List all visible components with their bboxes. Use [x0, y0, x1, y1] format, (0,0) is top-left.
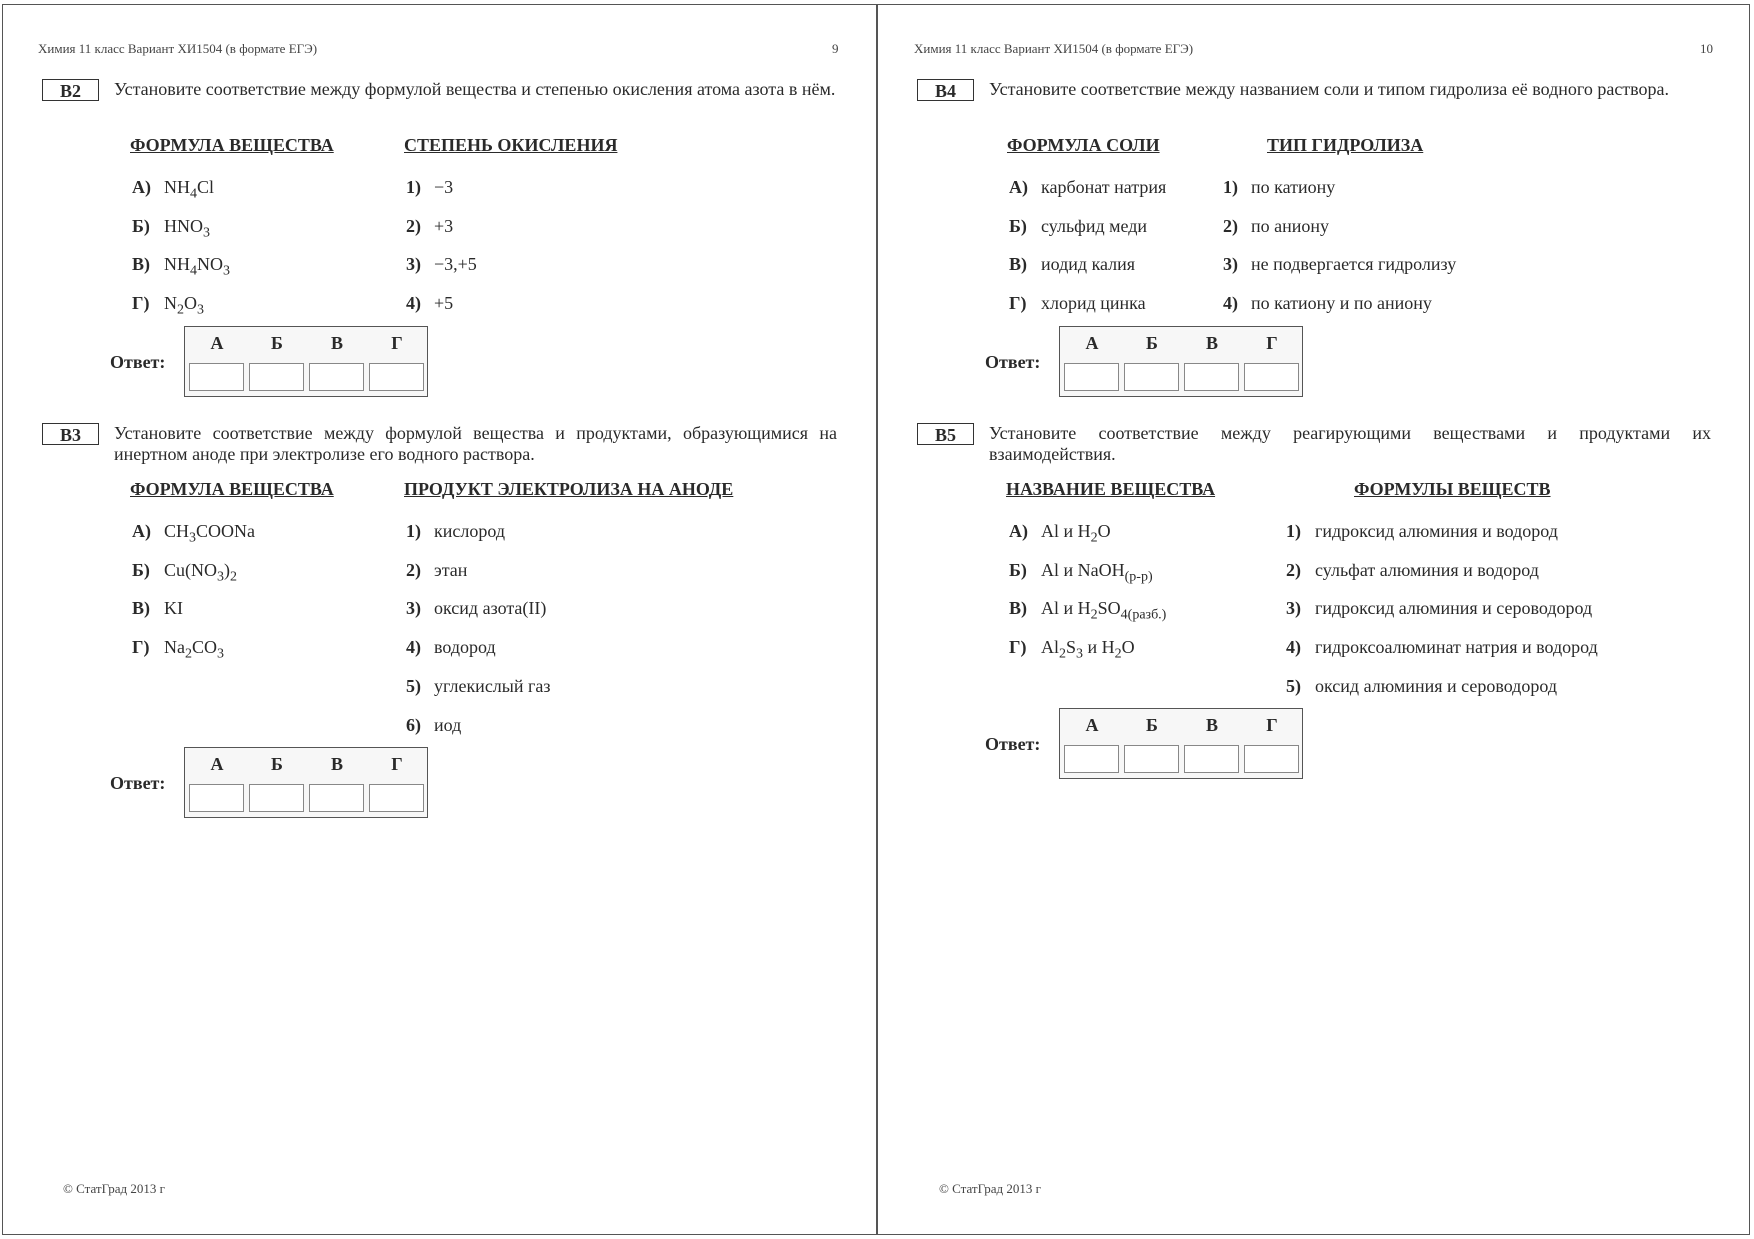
column-header-right: ПРОДУКТ ЭЛЕКТРОЛИЗА НА АНОДЕ	[404, 479, 734, 499]
answer-table	[1059, 708, 1303, 779]
option-label: 1)	[1286, 521, 1301, 541]
formula-text: NH	[164, 254, 190, 275]
option-formula	[164, 254, 230, 279]
formula-text: и H	[1083, 637, 1115, 658]
option-right-2	[406, 598, 546, 619]
answer-letter: Г	[1266, 333, 1278, 353]
option-formula	[164, 293, 204, 318]
option-right-5	[406, 715, 461, 736]
option-text: по катиону	[1251, 177, 1336, 197]
option-text: оксид азота(II)	[434, 598, 547, 619]
option-label: 3)	[1223, 254, 1238, 275]
answer-cell[interactable]	[189, 363, 244, 391]
answer-label: Ответ:	[110, 352, 166, 372]
task-code: В3	[42, 423, 99, 445]
option-label: 5)	[1286, 675, 1301, 696]
formula-text: COONa	[196, 521, 256, 541]
option-label: Б)	[1009, 559, 1027, 580]
option-text: гидроксоалюминат натрия и водород	[1315, 637, 1598, 658]
formula-subscript: 2	[185, 646, 192, 662]
option-label: 2)	[406, 215, 421, 236]
option-left-3	[132, 293, 204, 319]
answer-table	[184, 326, 428, 397]
formula-subscript: 2	[177, 302, 184, 318]
answer-cell[interactable]	[1064, 745, 1119, 773]
option-right-4	[406, 676, 551, 697]
option-formula	[164, 598, 183, 618]
answer-letter: Б	[1146, 715, 1158, 735]
option-right-2	[1286, 598, 1592, 619]
option-label: Б)	[1009, 215, 1027, 236]
option-label: Б)	[132, 215, 150, 236]
answer-letter: Б	[271, 333, 283, 353]
option-right-2	[1223, 254, 1456, 275]
option-right-3	[406, 637, 496, 658]
formula-text: Al и H	[1041, 598, 1091, 619]
option-text: −3	[434, 177, 454, 197]
formula-text: KI	[164, 598, 183, 619]
task-text: Установите соответствие между формулой вещества и степенью окисления атома азота в нём.	[114, 79, 836, 99]
formula-subscript: 3	[203, 225, 210, 241]
option-right-2	[406, 254, 477, 275]
option-left-1	[132, 560, 237, 586]
answer-letter: А	[1085, 333, 1099, 353]
answer-cell[interactable]	[249, 784, 304, 812]
option-label: Г)	[132, 637, 150, 658]
answer-cell[interactable]	[189, 784, 244, 812]
option-label: Г)	[1009, 293, 1027, 314]
formula-subscript: 4	[190, 186, 197, 202]
option-label: Г)	[1009, 637, 1027, 658]
option-label: В)	[1009, 254, 1027, 275]
option-right-3	[1286, 637, 1598, 658]
formula-subscript: (р-р)	[1124, 569, 1153, 585]
answer-cell[interactable]	[1064, 363, 1119, 391]
task-text: Установите соответствие между формулой вещества и продуктами, образующимися на инертном аноде при электролизе его водного раствора.	[114, 423, 837, 464]
formula-subscript: 4(разб.)	[1120, 607, 1167, 623]
option-left-0	[132, 521, 255, 547]
answer-cell[interactable]	[369, 784, 424, 812]
option-formula	[1041, 293, 1146, 313]
page-header: Химия 11 класс Вариант ХИ1504 (в формате ЕГЭ)	[914, 41, 1194, 56]
option-label: 3)	[1286, 598, 1301, 619]
answer-letter: Б	[1146, 333, 1158, 353]
formula-text: SO	[1097, 598, 1121, 619]
option-label: 3)	[406, 598, 421, 619]
option-text: гидроксид алюминия и водород	[1315, 521, 1558, 541]
option-right-1	[406, 216, 453, 237]
answer-letter: В	[1205, 333, 1218, 353]
option-formula	[1041, 559, 1153, 585]
option-text: +3	[434, 215, 454, 236]
option-formula	[164, 637, 225, 662]
option-formula	[1041, 637, 1135, 662]
option-label: 5)	[406, 675, 421, 696]
option-label: 3)	[406, 254, 421, 275]
formula-subscript: 2	[1059, 646, 1066, 662]
formula-text: сульфид меди	[1041, 215, 1148, 236]
option-left-0	[1009, 177, 1166, 198]
answer-letter: Г	[391, 754, 403, 774]
option-label: А)	[1009, 521, 1028, 541]
formula-text: O	[184, 293, 197, 314]
formula-text: Al	[1041, 637, 1059, 658]
option-formula	[164, 177, 215, 202]
option-formula	[1041, 177, 1166, 197]
option-right-4	[1286, 676, 1557, 697]
option-label: В)	[1009, 598, 1027, 619]
answer-label: Ответ:	[985, 352, 1041, 372]
option-label: 2)	[406, 559, 421, 580]
option-left-2	[1009, 598, 1166, 624]
column-header-left: ФОРМУЛА ВЕЩЕСТВА	[130, 479, 334, 499]
option-label: 4)	[406, 637, 421, 658]
option-text: кислород	[434, 521, 505, 541]
option-label: А)	[132, 177, 151, 197]
option-right-1	[1223, 216, 1329, 237]
formula-text: NH	[164, 177, 190, 197]
page-number: 9	[832, 41, 839, 56]
option-label: 1)	[406, 521, 421, 541]
formula-text: Al и NaOH	[1041, 559, 1125, 580]
option-text: этан	[434, 559, 468, 580]
formula-subscript: 3	[189, 530, 197, 546]
option-left-1	[1009, 560, 1153, 586]
formula-text: карбонат натрия	[1041, 177, 1167, 197]
formula-text: CH	[164, 521, 190, 541]
option-right-0	[406, 177, 453, 198]
option-left-3	[1009, 637, 1135, 663]
answer-cell[interactable]	[1184, 363, 1239, 391]
column-header-left: ФОРМУЛА ВЕЩЕСТВА	[130, 135, 334, 155]
formula-subscript: 3	[1076, 646, 1084, 662]
option-right-1	[406, 560, 467, 581]
option-right-1	[1286, 560, 1539, 581]
option-left-2	[1009, 254, 1135, 275]
option-formula	[1041, 598, 1167, 623]
formula-text: )	[224, 559, 230, 580]
option-text: −3,+5	[434, 254, 477, 275]
answer-letter: В	[1205, 715, 1218, 735]
column-header-right: СТЕПЕНЬ ОКИСЛЕНИЯ	[404, 135, 618, 155]
option-text: гидроксид алюминия и сероводород	[1315, 598, 1593, 619]
option-formula	[164, 215, 210, 241]
answer-cell[interactable]	[309, 363, 364, 391]
answer-cell[interactable]	[249, 363, 304, 391]
answer-letter: А	[210, 333, 224, 353]
column-header-left: НАЗВАНИЕ ВЕЩЕСТВА	[1006, 479, 1216, 499]
formula-text: иодид калия	[1041, 254, 1136, 275]
option-label: 4)	[1286, 637, 1301, 658]
answer-letter: А	[1085, 715, 1099, 735]
answer-cell[interactable]	[1184, 745, 1239, 773]
answer-cell[interactable]	[1124, 363, 1179, 391]
option-right-3	[1223, 293, 1432, 314]
page-number: 10	[1700, 41, 1713, 56]
option-label: А)	[1009, 177, 1028, 197]
answer-label: Ответ:	[110, 773, 166, 793]
formula-text: Al и H	[1041, 521, 1091, 541]
answer-cell[interactable]	[369, 363, 424, 391]
option-text: +5	[434, 293, 454, 314]
option-text: водород	[434, 637, 496, 658]
answer-letter: Г	[1266, 715, 1278, 735]
formula-text: HNO	[164, 215, 203, 236]
option-label: 4)	[1223, 293, 1238, 314]
formula-subscript: 2	[1090, 530, 1098, 546]
answer-table	[184, 747, 428, 818]
formula-subscript: 4	[190, 263, 197, 279]
formula-subscript: 3	[197, 302, 204, 318]
answer-table	[1059, 326, 1303, 397]
option-right-3	[406, 293, 453, 314]
right-page	[877, 4, 1750, 1235]
option-formula	[1041, 254, 1135, 274]
task-text: Установите соответствие между реагирующими веществами и продуктами их взаимодействия.	[989, 423, 1711, 464]
answer-letter: В	[330, 754, 343, 774]
option-left-1	[1009, 216, 1147, 237]
option-text: углекислый газ	[434, 675, 551, 696]
task-code: В2	[42, 79, 99, 101]
task-code: В4	[917, 79, 974, 101]
column-header-right: ТИП ГИДРОЛИЗА	[1267, 135, 1424, 155]
option-left-1	[132, 216, 210, 242]
option-right-0	[1286, 521, 1558, 542]
option-label: А)	[132, 521, 151, 541]
formula-subscript: 3	[217, 646, 225, 662]
option-right-0	[406, 521, 505, 542]
column-header-right: ФОРМУЛЫ ВЕЩЕСТВ	[1354, 479, 1551, 499]
option-text: оксид алюминия и сероводород	[1315, 675, 1557, 696]
formula-subscript: 2	[230, 569, 237, 585]
option-label: 2)	[1223, 215, 1238, 236]
option-text: по аниону	[1251, 215, 1330, 236]
option-left-2	[132, 254, 230, 280]
option-formula	[1041, 216, 1147, 236]
option-left-3	[132, 637, 224, 663]
page-footer: © СтатГрад 2013 г	[63, 1181, 165, 1196]
answer-cell[interactable]	[309, 784, 364, 812]
formula-subscript: 3	[223, 263, 230, 279]
option-label: Б)	[132, 559, 150, 580]
answer-letter: Б	[271, 754, 283, 774]
option-right-0	[1223, 177, 1335, 198]
option-left-2	[132, 598, 183, 619]
formula-text: Na	[164, 637, 185, 658]
answer-label: Ответ:	[985, 734, 1041, 754]
answer-letter: Г	[391, 333, 403, 353]
option-formula	[1041, 521, 1111, 546]
option-label: 1)	[1223, 177, 1238, 197]
answer-letter: А	[210, 754, 224, 774]
formula-text: N	[164, 293, 177, 314]
formula-text: S	[1066, 637, 1077, 658]
option-left-0	[1009, 521, 1111, 547]
option-text: иод	[434, 714, 462, 735]
option-text: сульфат алюминия и водород	[1315, 559, 1539, 580]
option-label: В)	[132, 254, 150, 275]
option-label: 6)	[406, 714, 421, 735]
option-text: не подвергается гидролизу	[1251, 254, 1457, 275]
page-footer: © СтатГрад 2013 г	[939, 1181, 1041, 1196]
option-left-3	[1009, 293, 1146, 314]
formula-subscript: 2	[1090, 607, 1098, 623]
formula-text: хлорид цинка	[1041, 293, 1146, 314]
option-formula	[164, 521, 256, 546]
formula-text: Cu(NO	[164, 559, 217, 580]
formula-text: Cl	[197, 177, 215, 197]
option-label: В)	[132, 598, 150, 619]
option-label: 2)	[1286, 559, 1301, 580]
task-text: Установите соответствие между названием соли и типом гидролиза её водного раствора.	[989, 79, 1670, 99]
option-left-0	[132, 177, 214, 203]
column-header-left: ФОРМУЛА СОЛИ	[1007, 135, 1160, 155]
option-label: Г)	[132, 293, 150, 314]
formula-text: NO	[197, 254, 223, 275]
answer-letter: В	[330, 333, 343, 353]
formula-subscript: 2	[1114, 646, 1122, 662]
task-code: В5	[917, 423, 974, 445]
answer-cell[interactable]	[1244, 363, 1299, 391]
answer-cell[interactable]	[1124, 745, 1179, 773]
page-header: Химия 11 класс Вариант ХИ1504 (в формате ЕГЭ)	[38, 41, 318, 56]
option-text: по катиону и по аниону	[1251, 293, 1432, 314]
formula-text: O	[1121, 637, 1135, 658]
option-label: 1)	[406, 177, 421, 197]
option-label: 4)	[406, 293, 421, 314]
formula-subscript: 3	[217, 569, 224, 585]
answer-cell[interactable]	[1244, 745, 1299, 773]
option-formula	[164, 559, 237, 585]
formula-text: CO	[192, 637, 218, 658]
formula-text: O	[1097, 521, 1111, 541]
left-page	[2, 4, 877, 1235]
